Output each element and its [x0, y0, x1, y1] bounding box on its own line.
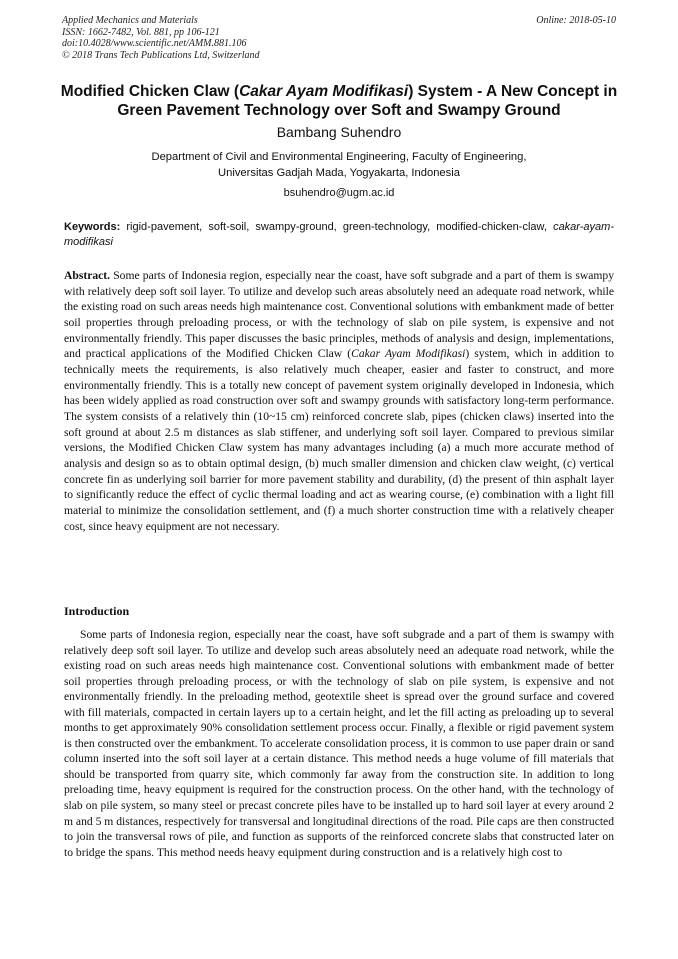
author-email: bsuhendro@ugm.ac.id [283, 187, 395, 199]
title-italic: Cakar Ayam Modifikasi [239, 83, 409, 100]
introduction-paragraph: Some parts of Indonesia region, especially near the coast, have soft subgrade and a part of them is swampy with relatively deep soft soil layer. To utilize and develop such areas absolutely need an adequate road network, while the existing road on such areas needs high maintenance cost. Conventional solutions with embankment made of better soil properties through preloading process, or with the technology of slab on pile system, is expensive and not environmentally friendly. In the preloading method, geotextile sheet is spread over the ground surface and covered with fill materials, compacted in certain layers up to a certain height, and let the fill acting as preloading up to several months to get approximately 90% consolidation settlement process occur. Finally, a flexible or rigid pavement system is then constructed over the embankment. To accelerate consolidation process, it is common to use paper drain or sand column inserted into the soft soil layer at a certain distance. This method needs a huge volume of fill materials that should be transported from quarry site, which commonly far away from the construction site. In addition to long preloading time, heavy equipment is required for the construction process. On the other hand, with the technology of slab on pile system, so many steel or precast concrete piles have to be installed up to hard soil layer at every around 2 m and 5 m distances, respectively for transversal and longitudinal directions of the road. Pile caps are then constructed to join the transversal rows of pile, and function as supports of the reinforced concrete slabs that constructed later on to bridge the spans. This method needs heavy equipment during construction and is a relatively high cost to [64, 628, 614, 859]
abstract-label: Abstract. [64, 269, 111, 282]
issn-line: ISSN: 1662-7482, Vol. 881, pp 106-121 [62, 26, 220, 38]
author-name: Bambang Suhendro [276, 124, 402, 140]
affiliation-line-1: Department of Civil and Environmental Engineering, Faculty of Engineering, [151, 151, 527, 163]
doi-line: doi:10.4028/www.scientific.net/AMM.881.106 [62, 38, 247, 50]
keywords-label: Keywords: [64, 221, 121, 233]
keywords [64, 220, 614, 250]
journal-name: Applied Mechanics and Materials [62, 15, 198, 26]
keywords-italic-term: cakar-ayam-modifikasi [64, 221, 614, 248]
journal-metadata [62, 15, 260, 61]
abstract-italic: Cakar Ayam Modifikasi [351, 347, 466, 361]
title-part-1: Modified Chicken Claw ( [60, 83, 240, 100]
copyright-line: © 2018 Trans Tech Publications Ltd, Switzerland [62, 49, 260, 61]
title-part-2: ) System - A New Concept in Green Pavement Technology over Soft and Swampy Ground [117, 83, 618, 119]
keywords-list: rigid-pavement, soft-soil, swampy-ground, green-technology, modified-chicken-claw, [120, 221, 554, 233]
introduction-heading: Introduction [64, 604, 130, 618]
abstract-text-1: Some parts of Indonesia region, especially near the coast, have soft subgrade and a part of them is swampy with relatively deep soft soil layer. To utilize and develop such areas absolutely need an adequate road network, while the existing road on such areas needs high maintenance cost. Conventional solutions with embankment made of better soil properties through preloading process, or with the technology of slab on pile system, is expensive and not environmentally friendly. This paper discusses the basic principles, methods of analysis and design, implementations, and practical applications of the Modified Chicken Claw ( [64, 269, 614, 361]
abstract [64, 268, 614, 534]
abstract-text-2: ) system, which in addition to technically meets the requirements, is also relatively much cheaper, easier and faster to construct, and more environmentally friendly. This is a totally new concept of pavement system originally developed in Indonesia, which has been widely applied as road construction over soft and swampy grounds with satisfactory long-term performance. The system consists of a relatively thin (10~15 cm) reinforced concrete slab, pipes (chicken claws) inserted into the soft ground at about 2.5 m distances as slab stiffener, and underlying soft soil layer. Compared to previous similar versions, the Modified Chicken Claw system has many advantages including (a) a much more accurate method of analysis and design so as to obtain optimal design, (b) much smaller dimension and chicken claw weight, (c) vertical concrete fin as underlying soil barrier for more pavement stability and durability, (d) the present of thin asphalt layer to significantly reduce the effect of cyclic thermal loading and act as wearing course, (e) combination with a light fill material to minimize the consolidation settlement, and (f) a much shorter construction time with a relatively cheaper cost, since heavy equipment are not necessary. [64, 347, 615, 533]
online-date: Online: 2018-05-10 [536, 15, 616, 26]
affiliation [40, 150, 638, 181]
paper-title [40, 82, 638, 120]
affiliation-line-2: Universitas Gadjah Mada, Yogyakarta, Indonesia [218, 166, 460, 179]
